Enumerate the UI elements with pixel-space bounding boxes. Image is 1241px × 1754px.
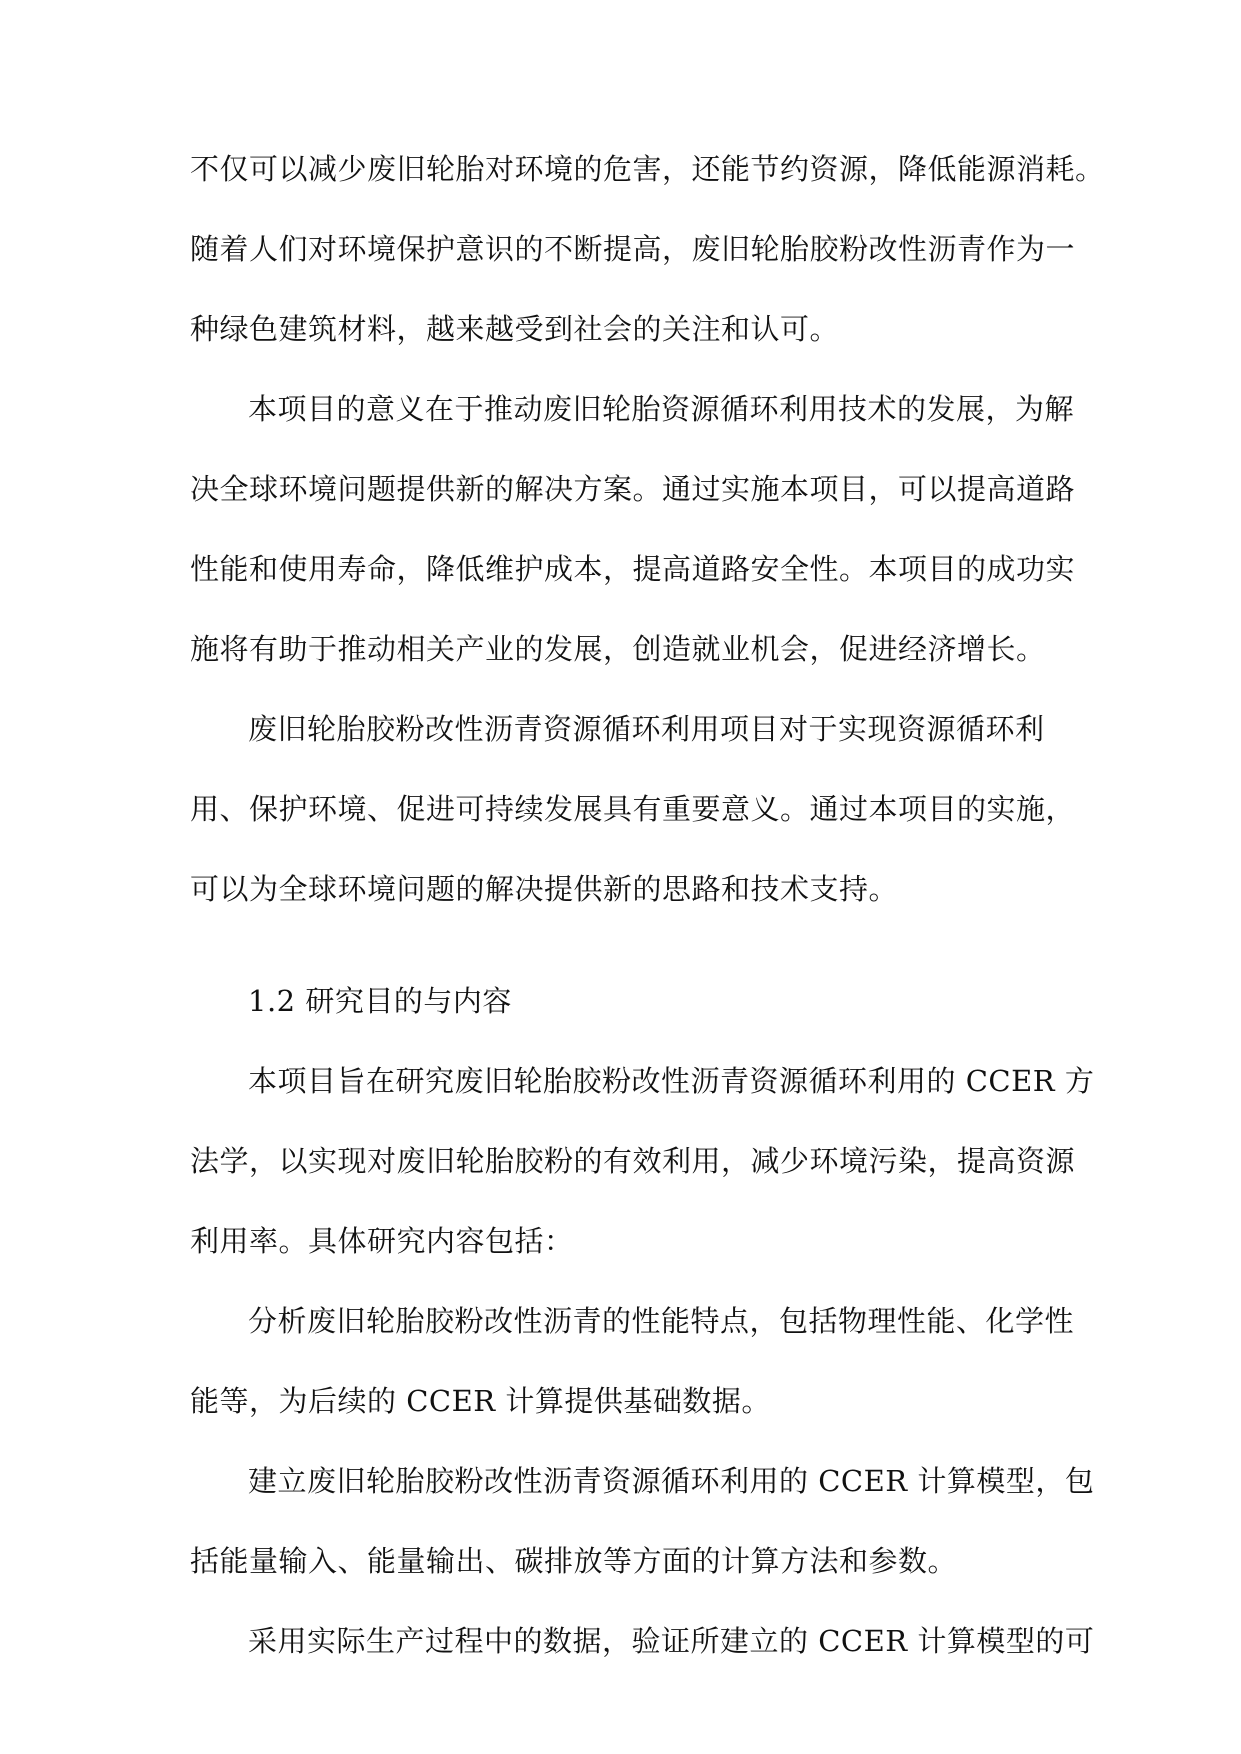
paragraph-line: 废旧轮胎胶粉改性沥青资源循环利用项目对于实现资源循环利 (248, 712, 1045, 746)
paragraph-line: 本项目旨在研究废旧轮胎胶粉改性沥青资源循环利用的 CCER 方 (248, 1064, 1095, 1098)
paragraph-line: 可以为全球环境问题的解决提供新的思路和技术支持。 (190, 872, 899, 906)
paragraph-line: 利用率。具体研究内容包括： (190, 1224, 574, 1258)
paragraph-line: 性能和使用寿命，降低维护成本，提高道路安全性。本项目的成功实 (190, 552, 1076, 586)
paragraph-line: 建立废旧轮胎胶粉改性沥青资源循环利用的 CCER 计算模型，包 (248, 1464, 1095, 1498)
paragraph-line: 本项目的意义在于推动废旧轮胎资源循环利用技术的发展，为解 (248, 392, 1075, 426)
section-gap (190, 945, 1060, 977)
paragraph-line: 采用实际生产过程中的数据，验证所建立的 CCER 计算模型的可 (248, 1624, 1095, 1658)
paragraph-line: 能等，为后续的 CCER 计算提供基础数据。 (190, 1384, 771, 1418)
paragraph-line: 不仅可以减少废旧轮胎对环境的危害，还能节约资源，降低能源消耗。 (190, 152, 1105, 186)
paragraph-line: 种绿色建筑材料，越来越受到社会的关注和认可。 (190, 312, 840, 346)
page-body (190, 145, 1105, 1697)
paragraph-line: 决全球环境问题提供新的解决方案。通过实施本项目，可以提高道路 (190, 472, 1076, 506)
paragraph-line: 随着人们对环境保护意识的不断提高，废旧轮胎胶粉改性沥青作为一 (190, 232, 1076, 266)
paragraph-line: 施将有助于推动相关产业的发展，创造就业机会，促进经济增长。 (190, 632, 1046, 666)
paragraph-line: 法学，以实现对废旧轮胎胶粉的有效利用，减少环境污染，提高资源 (190, 1144, 1076, 1178)
paragraph-line: 分析废旧轮胎胶粉改性沥青的性能特点，包括物理性能、化学性 (248, 1304, 1075, 1338)
section-heading: 1.2 研究目的与内容 (248, 984, 512, 1018)
paragraph-line: 用、保护环境、促进可持续发展具有重要意义。通过本项目的实施， (190, 792, 1076, 826)
paragraph-line: 括能量输入、能量输出、碳排放等方面的计算方法和参数。 (190, 1544, 958, 1578)
